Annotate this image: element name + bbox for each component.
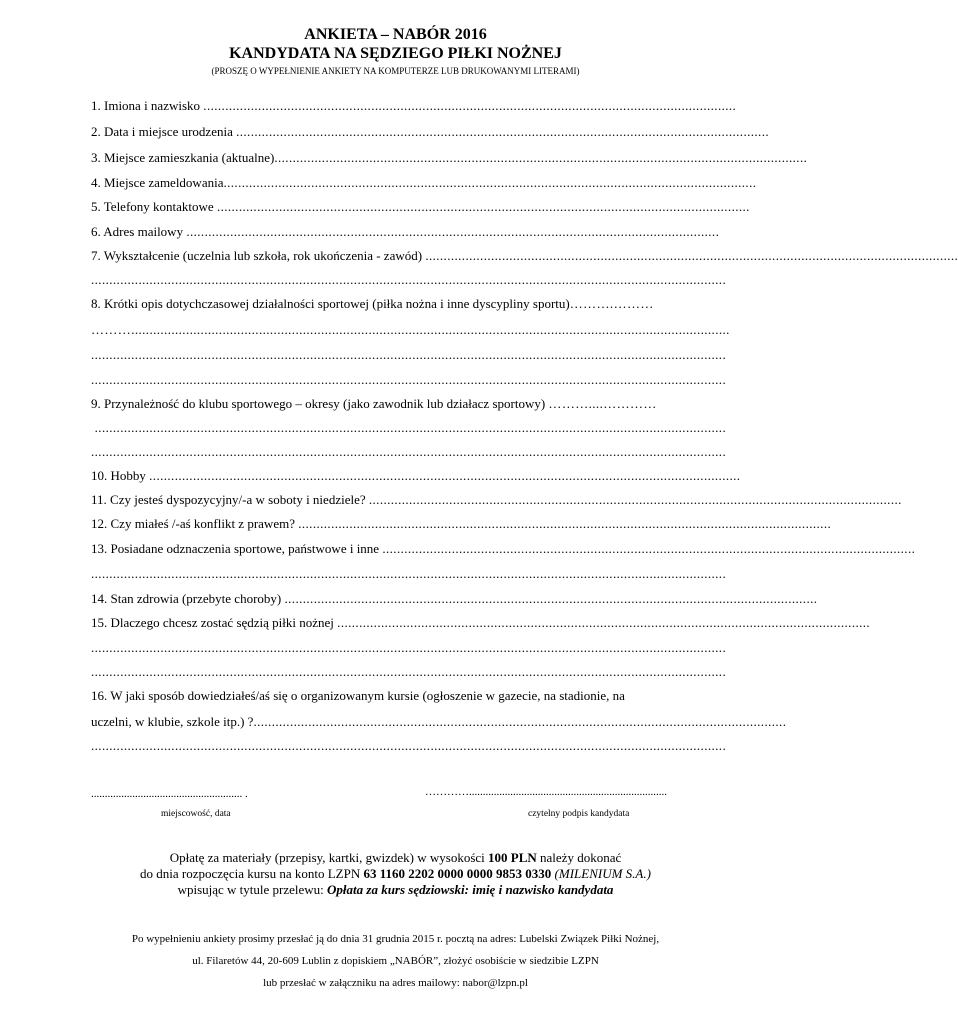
- fill-dots: ..................................................................................................................................................: [216, 199, 750, 214]
- field-availability[interactable]: [91, 492, 902, 508]
- fill-line[interactable]: ..............................................................................................................................................................................: [91, 738, 727, 753]
- field-how-heard: [91, 688, 705, 704]
- bank-name: (MILENIUM S.A.): [554, 866, 651, 881]
- bank-account: 63 1160 2202 0000 0000 9853 0330: [363, 866, 552, 881]
- field-club[interactable]: [91, 396, 705, 412]
- fill-dots: ..................................................................................................................................................: [274, 150, 808, 165]
- fill-line[interactable]: ..............................................................................................................................................................................: [91, 566, 727, 581]
- field-label: 15. Dlaczego chcesz zostać sędzią piłki nożnej: [91, 615, 334, 630]
- field-label: 6. Adres mailowy: [91, 224, 184, 239]
- field-birth[interactable]: [91, 124, 770, 140]
- fill-line[interactable]: ..............................................................................................................................................................................: [91, 640, 727, 655]
- field-sport-activity[interactable]: [91, 296, 705, 312]
- fill-dots: ..................................................................................................................................................: [284, 591, 818, 606]
- fill-line[interactable]: ..............................................................................................................................................................................: [91, 372, 727, 387]
- field-names[interactable]: [91, 98, 737, 114]
- fill-instruction: (PROSZĘ O WYPEŁNIENIE ANKIETY NA KOMPUTERZE LUB DRUKOWANYMI LITERAMI): [211, 66, 580, 76]
- payment-line-2: do dnia rozpoczęcia kursu na konto LZPN 63 1160 2202 0000 0000 9853 0330 (MILENIUM S.A.): [140, 866, 651, 881]
- signature-line[interactable]: …………........................................................................: [425, 786, 667, 798]
- field-how-heard-cont[interactable]: [91, 714, 787, 730]
- place-date-line[interactable]: ....................................................... .: [91, 788, 248, 800]
- form-subtitle: KANDYDATA NA SĘDZIEGO PIŁKI NOŻNEJ: [229, 45, 562, 62]
- fill-dots: ..................................................................................................................................................: [236, 124, 770, 139]
- fill-line[interactable]: ..............................................................................................................................................................................: [91, 272, 727, 287]
- footer-line-2: ul. Filaretów 44, 20-609 Lublin z dopiskiem „NABÓR”, złożyć osobiście w siedzibie LZPN: [192, 955, 599, 967]
- field-label: 9. Przynależność do klubu sportowego – okresy (jako zawodnik lub działacz sportowy): [91, 396, 546, 411]
- fill-dots: ..................................................................................................................................................: [337, 615, 871, 630]
- field-label: 4. Miejsce zameldowania: [91, 175, 224, 190]
- fill-dots: ..................................................................................................................................................: [382, 541, 916, 556]
- fill-dots: ..................................................................................................................................................: [298, 516, 832, 531]
- fill-dots: ………....…………: [548, 396, 657, 411]
- payment-amount: 100 PLN: [488, 850, 537, 865]
- payment-line-1: Opłatę za materiały (przepisy, kartki, gwizdek) w wysokości 100 PLN należy dokonać: [169, 850, 622, 865]
- field-motivation[interactable]: [91, 615, 871, 631]
- field-label: 2. Data i miejsce urodzenia: [91, 124, 233, 139]
- fill-dots: ..................................................................................................................................................: [186, 224, 720, 239]
- field-hobby[interactable]: [91, 468, 741, 484]
- field-label: 16. W jaki sposób dowiedziałeś/aś się o organizowanym kursie (ogłoszenie w gazecie, na stadionie, na: [91, 688, 625, 703]
- fill-line[interactable]: ..............................................................................................................................................................................: [91, 347, 727, 362]
- field-label: 1. Imiona i nazwisko: [91, 98, 201, 113]
- place-date-label: miejscowość, data: [161, 809, 231, 819]
- field-awards[interactable]: [91, 541, 916, 557]
- fill-line[interactable]: ………....................................................................................................................................................................: [91, 322, 730, 337]
- fill-line[interactable]: .............................................................................................................................................................................: [91, 420, 727, 435]
- field-law-conflict[interactable]: [91, 516, 832, 532]
- transfer-title: Opłata za kurs sędziowski: imię i nazwisko kandydata: [327, 882, 614, 897]
- field-health[interactable]: [91, 591, 818, 607]
- field-label: 8. Krótki opis dotychczasowej działalności sportowej (piłka nożna i inne dyscypliny sportu): [91, 296, 570, 311]
- footer-line-3: lub przesłać w załączniku na adres mailowy: nabor@lzpn.pl: [263, 977, 528, 989]
- field-label: 5. Telefony kontaktowe: [91, 199, 214, 214]
- signature-label: czytelny podpis kandydata: [528, 809, 630, 819]
- field-label: 11. Czy jesteś dyspozycyjny/-a w soboty i niedziele?: [91, 492, 366, 507]
- form-title: ANKIETA – NABÓR 2016: [304, 26, 487, 43]
- payment-line-3: wpisując w tytule przelewu: Opłata za kurs sędziowski: imię i nazwisko kandydata: [177, 882, 614, 897]
- fill-dots: ..................................................................................................................................................: [253, 714, 787, 729]
- field-residence[interactable]: [91, 150, 808, 166]
- field-email[interactable]: [91, 224, 720, 240]
- fill-dots: ……….………: [569, 296, 654, 311]
- fill-line[interactable]: ..............................................................................................................................................................................: [91, 664, 727, 679]
- fill-dots: ..................................................................................................................................................: [203, 98, 737, 113]
- field-label: 7. Wykształcenie (uczelnia lub szkoła, rok ukończenia - zawód): [91, 248, 423, 263]
- fill-line[interactable]: ..............................................................................................................................................................................: [91, 444, 727, 459]
- footer-line-1: Po wypełnieniu ankiety prosimy przesłać ją do dnia 31 grudnia 2015 r. pocztą na adres: Lubelski Związek Piłki Nożnej,: [131, 933, 660, 945]
- field-label: 12. Czy miałeś /-aś konflikt z prawem?: [91, 516, 295, 531]
- field-label: 3. Miejsce zamieszkania (aktualne): [91, 150, 275, 165]
- field-registration[interactable]: [91, 175, 757, 191]
- fill-dots: ..................................................................................................................................................: [425, 248, 958, 263]
- field-education[interactable]: [91, 248, 958, 264]
- field-label: 13. Posiadane odznaczenia sportowe, państwowe i inne: [91, 541, 380, 556]
- fill-dots: ..................................................................................................................................................: [368, 492, 902, 507]
- field-phones[interactable]: [91, 199, 750, 215]
- field-label: 10. Hobby: [91, 468, 146, 483]
- fill-dots: ..................................................................................................................................................................: [149, 468, 741, 483]
- field-label: uczelni, w klubie, szkole itp.) ?: [91, 714, 254, 729]
- field-label: 14. Stan zdrowia (przebyte choroby): [91, 591, 282, 606]
- fill-dots: ..................................................................................................................................................: [223, 175, 757, 190]
